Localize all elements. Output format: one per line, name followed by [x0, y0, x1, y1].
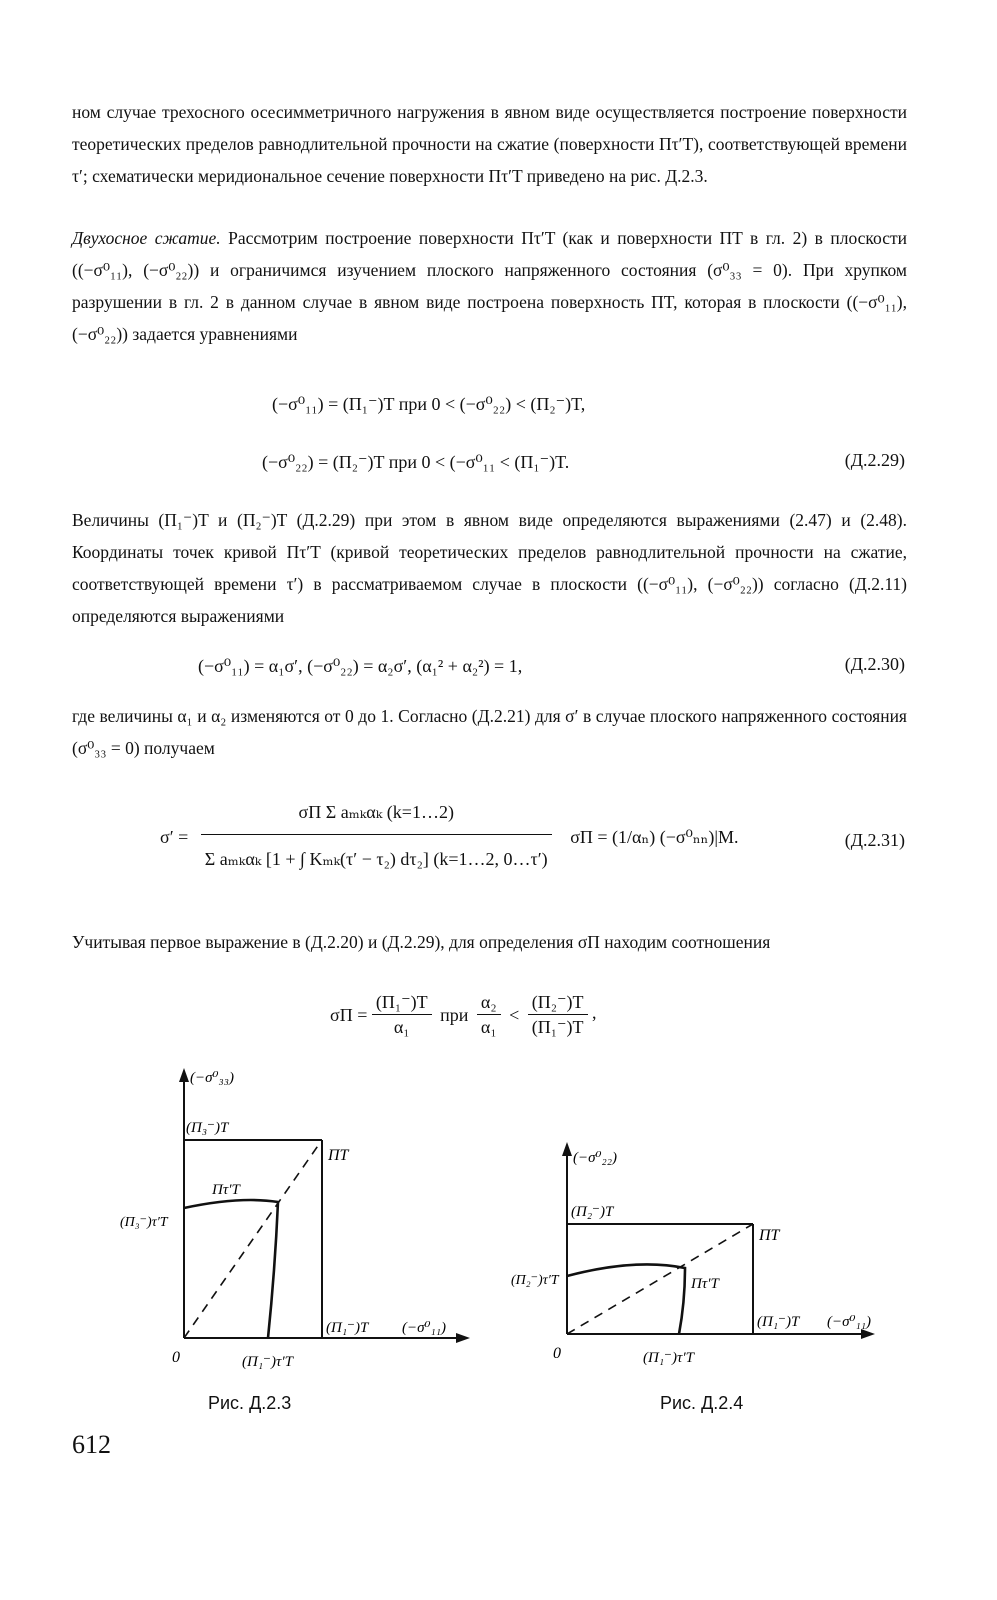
equation-d229-line1: (−σ⁰₁₁) = (Π₁⁻)T при 0 < (−σ⁰₂₂) < (Π₂⁻)T,: [272, 394, 586, 414]
fraction: $\frac{\text{α₂}}{\text{α₁}}$: [477, 990, 501, 1039]
left-label: (Π₃⁻)τ′T: [120, 1215, 168, 1230]
right-bottom-label: (Π₁⁻)T: [757, 1314, 800, 1330]
corner-label: ΠT: [759, 1227, 780, 1244]
origin-label: 0: [172, 1349, 180, 1366]
fraction-denominator: Σ aₘₖαₖ [1 + ∫ Kₘₖ(τ′ − τ₂) dτ₂] (k=1…2, 0…τ′): [204, 849, 548, 869]
y-axis-label: (−σ⁰₂₂): [573, 1150, 617, 1166]
diagonal-dashed: [567, 1224, 753, 1334]
paragraph-2: [72, 222, 907, 350]
equation-number: (Д.2.31): [844, 830, 905, 850]
equation-number: (Д.2.30): [844, 654, 905, 674]
y-axis-label: (−σ⁰₃₃): [190, 1070, 234, 1086]
paragraph-1: [72, 96, 907, 192]
curve-label: Πτ′T: [212, 1182, 240, 1198]
equation-d229-line2: (−σ⁰₂₂) = (Π₂⁻)T при 0 < (−σ⁰₁₁ < (Π₁⁻)T.: [262, 452, 570, 472]
left-label: (Π₂⁻)τ′T: [511, 1273, 559, 1288]
corner-label: ΠT: [328, 1147, 349, 1164]
paragraph-text: Величины (Π₁⁻)T и (Π₂⁻)T (Д.2.29) при этом в явном виде определяются выражениями (2.47) и (2.48). Координаты точек кривой Πτ′T (кривой теоретических пределов равнодлительной прочности на сжатие, соответствующей времени τ′) в рассматриваемом случае в плоскости ((−σ⁰₁₁), (−σ⁰₂₂)) согласно (Д.2.11) определяются выражениями: [72, 510, 907, 626]
paragraph-text: Учитывая первое выражение в (Д.2.20) и (Д.2.29), для определения σП находим соотношения: [72, 932, 771, 952]
bottom-label: (Π₁⁻)τ′T: [242, 1354, 293, 1370]
strength-curve: [184, 1200, 278, 1338]
page-number: 612: [72, 1430, 111, 1459]
x-axis-arrow: [861, 1329, 875, 1339]
x-axis-label: (−σ⁰₁₁): [827, 1314, 871, 1330]
diagonal-dashed: [184, 1140, 322, 1338]
section-heading: Двухосное сжатие.: [72, 228, 221, 248]
figure-d24: [511, 1140, 885, 1370]
right-bottom-label: (Π₁⁻)T: [326, 1320, 369, 1336]
x-axis-label: (−σ⁰₁₁): [402, 1320, 446, 1336]
curve-label: Πτ′T: [691, 1276, 719, 1292]
equation-d231: [160, 790, 739, 883]
figure-d23: [120, 1060, 480, 1380]
paragraph-text: ном случае трехосного осесимметричного нагружения в явном виде осуществляется построение поверхности теоретических пределов равнодлительной прочности на сжатие (поверхности Πτ′T), соответствующей времени τ′; схематически меридиональное сечение поверхности Πτ′T приведено на рис. Д.2.3.: [72, 102, 907, 186]
figure-caption: Рис. Д.2.4: [660, 1393, 744, 1413]
y-axis-arrow: [562, 1142, 572, 1156]
x-axis-arrow: [456, 1333, 470, 1343]
equation-lhs: σ′ =: [160, 826, 189, 847]
equation-sigma-p: σП = $\frac{\text{(Π₁⁻)T}}{\text{α₁}}$ при $\frac{\text{α₂}}{\text{α₁}}$ < $\frac{\text{(Π₂⁻)T}}{\text{(Π₁⁻)T}}$ ,: [330, 992, 597, 1037]
paragraph-text: где величины α₁ и α₂ изменяются от 0 до 1. Согласно (Д.2.21) для σ′ в случае плоского напряженного состояния (σ⁰₃₃ = 0) получаем: [72, 706, 907, 758]
equation-rhs: σП = (1/αₙ) (−σ⁰ₙₙ)|M.: [570, 826, 739, 847]
origin-label: 0: [553, 1345, 561, 1362]
bottom-label: (Π₁⁻)τ′T: [643, 1350, 694, 1366]
paragraph-5: [72, 926, 907, 958]
paragraph-text: Рассмотрим построение поверхности Πτ′T (как и поверхности ΠT в гл. 2) в плоскости ((−σ⁰₁₁), (−σ⁰₂₂)) и ограничимся изучением плоского напряженного состояния (σ⁰₃₃ = 0). При хрупком разрушении в гл. 2 в данном случае в явном виде построена поверхность ΠT, которая в плоскости ((−σ⁰₁₁), (−σ⁰₂₂)) задается уравнениями: [72, 228, 907, 344]
paragraph-3: [72, 504, 907, 632]
figure-caption: Рис. Д.2.3: [208, 1393, 292, 1413]
fraction-numerator: σП Σ aₘₖαₖ (k=1…2): [201, 790, 552, 835]
paragraph-4: [72, 700, 907, 764]
fraction: $\frac{\text{(Π₂⁻)T}}{\text{(Π₁⁻)T}}$: [528, 990, 588, 1039]
equation-number: (Д.2.29): [844, 450, 905, 470]
fraction: $\frac{\text{(Π₁⁻)T}}{\text{α₁}}$: [372, 990, 432, 1039]
top-left-label: (Π₃⁻)T: [186, 1120, 229, 1136]
equation-d230: (−σ⁰₁₁) = α₁σ′, (−σ⁰₂₂) = α₂σ′, (α₁² + α₂²) = 1,: [198, 656, 523, 676]
top-left-label: (Π₂⁻)T: [571, 1204, 614, 1220]
y-axis-arrow: [179, 1068, 189, 1082]
sigma-prime-fraction: [201, 790, 552, 883]
